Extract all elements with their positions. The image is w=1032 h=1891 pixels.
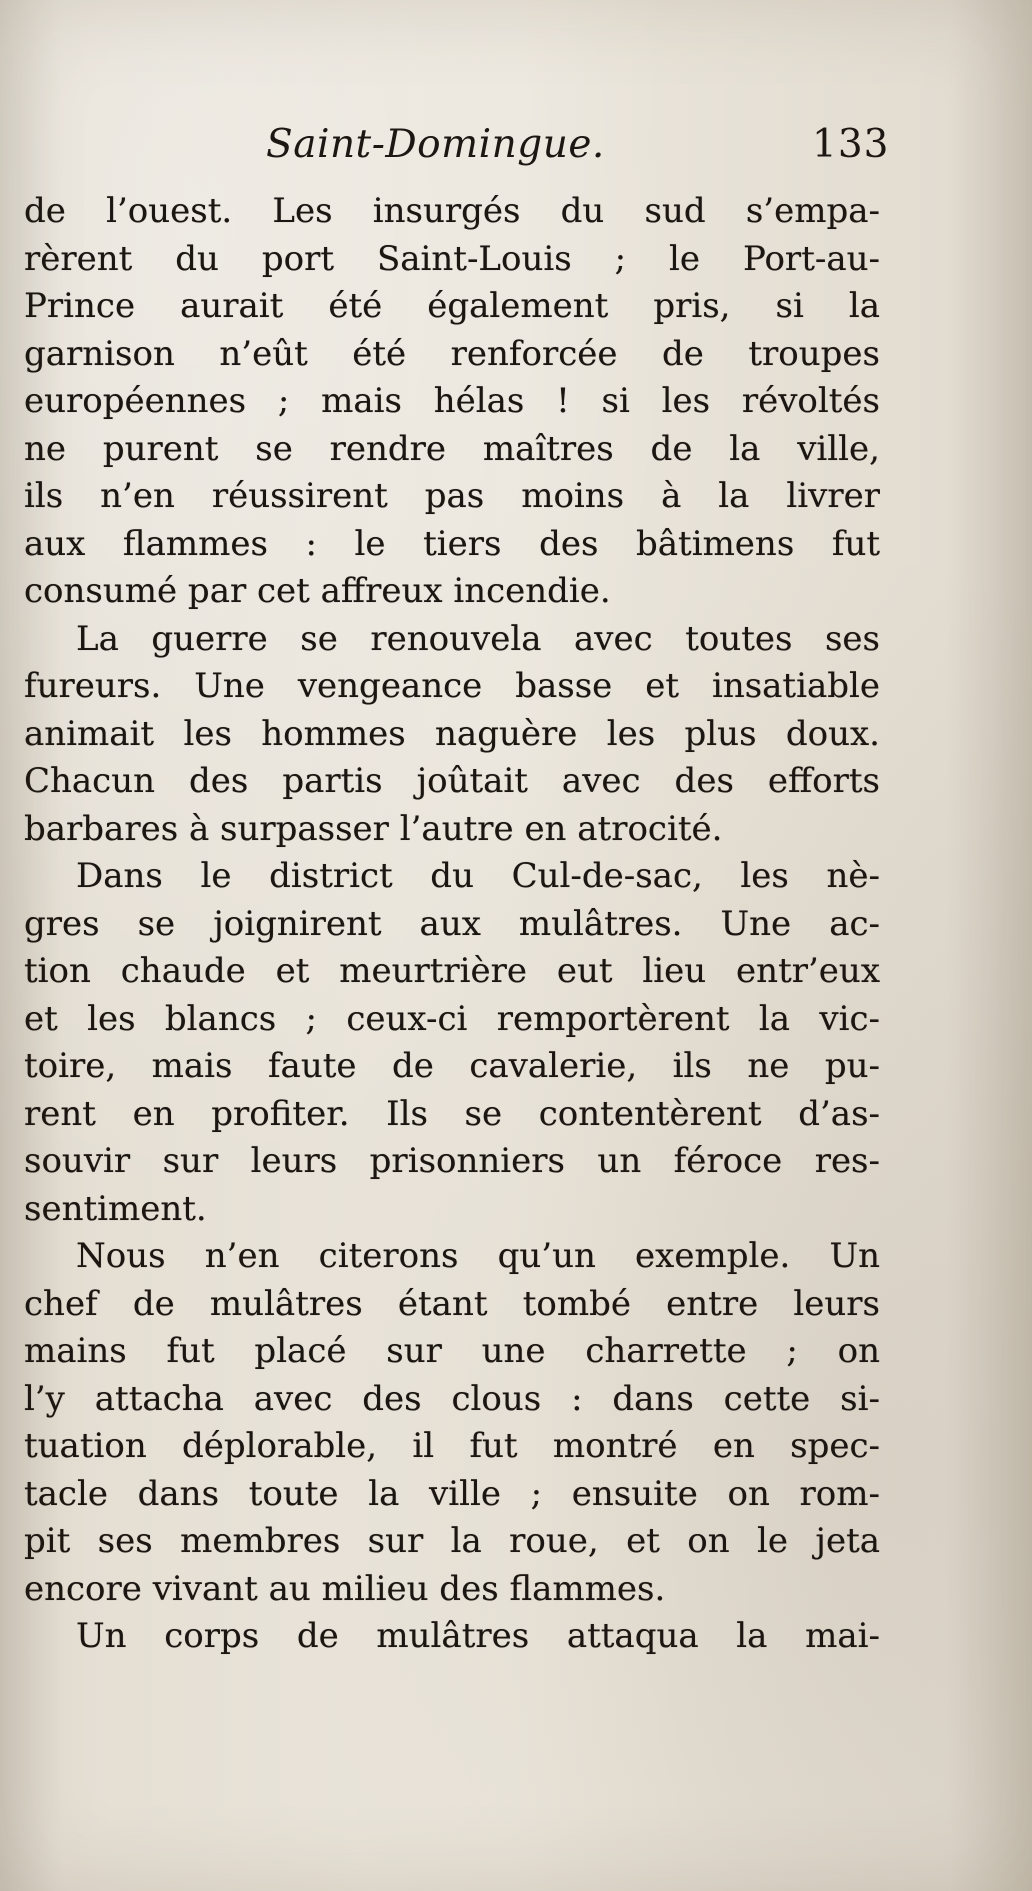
running-title: Saint-Domingue. bbox=[266, 122, 605, 167]
text-line: chef de mulâtres étant tombé entre leurs bbox=[24, 1283, 880, 1324]
text-line: fureurs. Une vengeance basse et insatiable bbox=[24, 666, 880, 706]
text-line: souvir sur leurs prisonniers un féroce res- bbox=[24, 1141, 880, 1181]
text-line: Prince aurait été également pris, si la bbox=[24, 286, 880, 326]
paragraph-start-line: La guerre se renouvela avec toutes ses bbox=[76, 618, 880, 659]
text-line: garnison n’eût été renforcée de troupes bbox=[24, 333, 880, 374]
text-line: rent en profiter. Ils se contentèrent d’as- bbox=[24, 1093, 880, 1134]
text-line: consumé par cet affreux incendie. bbox=[24, 571, 611, 611]
paragraph-start-line: Dans le district du Cul-de-sac, les nè- bbox=[76, 856, 880, 896]
running-head bbox=[0, 122, 1032, 178]
text-line: ils n’en réussirent pas moins à la livrer bbox=[24, 476, 880, 516]
page-number: 133 bbox=[812, 122, 890, 167]
text-line: ne purent se rendre maîtres de la ville, bbox=[24, 428, 880, 469]
text-line: mains fut placé sur une charrette ; on bbox=[24, 1331, 880, 1371]
text-line: toire, mais faute de cavalerie, ils ne pu- bbox=[24, 1046, 880, 1086]
text-line: Chacun des partis joûtait avec des efforts bbox=[24, 761, 880, 801]
text-line: encore vivant au milieu des flammes. bbox=[24, 1568, 666, 1609]
text-line: rèrent du port Saint-Louis ; le Port-au- bbox=[24, 238, 880, 279]
text-line: tion chaude et meurtrière eut lieu entr’eux bbox=[24, 951, 880, 991]
text-line: barbares à surpasser l’autre en atrocité. bbox=[24, 808, 723, 849]
text-line: tacle dans toute la ville ; ensuite on rom- bbox=[24, 1473, 880, 1514]
text-line: tuation déplorable, il fut montré en spec- bbox=[24, 1426, 880, 1466]
text-line: et les blancs ; ceux-ci remportèrent la vic- bbox=[24, 998, 880, 1039]
text-line: animait les hommes naguère les plus doux. bbox=[24, 713, 880, 754]
text-line: l’y attacha avec des clous : dans cette si- bbox=[24, 1378, 880, 1419]
text-line: de l’ouest. Les insurgés du sud s’empa- bbox=[24, 191, 880, 231]
text-line: aux flammes : le tiers des bâtimens fut bbox=[24, 523, 880, 564]
text-line: européennes ; mais hélas ! si les révoltés bbox=[24, 381, 880, 421]
paragraph-start-line: Un corps de mulâtres attaqua la mai- bbox=[76, 1616, 880, 1656]
body-text bbox=[24, 188, 880, 1661]
text-line: sentiment. bbox=[24, 1188, 207, 1229]
text-line: pit ses membres sur la roue, et on le jeta bbox=[24, 1521, 880, 1561]
paragraph-start-line: Nous n’en citerons qu’un exemple. Un bbox=[76, 1236, 880, 1276]
text-line: gres se joignirent aux mulâtres. Une ac- bbox=[24, 903, 880, 944]
